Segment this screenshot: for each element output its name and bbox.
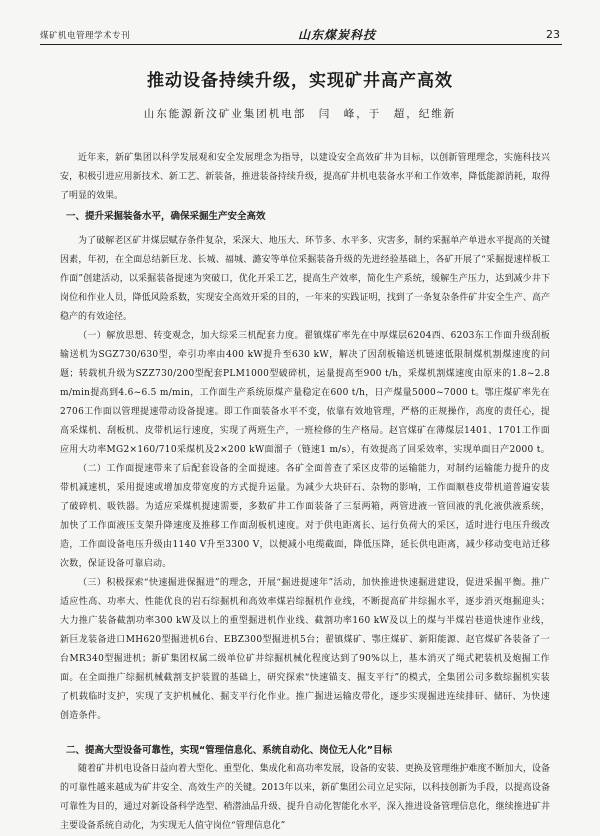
paragraph: 为了破解老区矿井煤层赋存条件复杂，采深大、地压大、环节多、水平多、灾害多，制约采掘单产单进水平提高的关键因素，年初，在全面总结新巨龙、长城、福城、潞安等单位采掘装备升级的先进经验基础上，各矿开展了“采掘提速样板工作面”创建活动，以采掘装备提速为突破口，优化开采工艺，提高生产效率，简化生产系统，缓解生产压力，达到减少井下岗位和作业人员，降低风险系数，实现安全高效开采的目的，一年来的实践证明，找到了一条复杂条件矿井安全生产、高产稳产的有效途径。 xyxy=(60,236,550,322)
paragraph: （三）积极探索“快速掘进保掘进”的理念，开展“掘进提速年”活动，加快推进快速掘进建设，促进采掘平衡。推广适应性高、功率大、性能优良的岩石综掘机和高效率煤岩综掘机作业线，不断提高矿井综掘水平，逐步消灭炮掘迎头；大力推广装备截割功率300 kW及以上的重型掘进机作业线、截割功率160 kW及以上的煤与半煤岩巷道快速作业线，新巨龙装备进口MH620型掘进机6台、EBZ300型掘进机5台；翟镇煤矿、鄂庄煤矿、新阳能源、赵官煤矿各装备了一台MR340型掘进机；新矿集团权属二级单位矿井综掘机械化程度达到了90%以上，基本消灭了绳式耙装机及炮掘工作面。在全面推广综掘机械截割支护装置的基础上，研究探索“快速锚支、掘支平行”的模式，全集团公司多数综掘机实装了机载临时支护，实现了支护机械化、掘支平行化作业。推广掘进运输皮带化，逐步实现掘进连续排矸、储矸、为快速创造条件。 xyxy=(60,578,550,721)
abstract xyxy=(60,149,550,206)
section-heading-1: 一、提升采掘装备水平，确保采掘生产安全高效 xyxy=(66,211,266,222)
abstract-paragraph: 近年来，新矿集团以科学发展观和安全发展理念为指导，以建设安全高效矿井为目标，以创新管理理念，实施科技兴安，积极引进应用新技术、新工艺、新装备，推进装备持续升级，提高矿井机电装备水平和工作效率，降低能源消耗，取得了明显的效果。 xyxy=(60,153,550,201)
journal-name: 煤矿机电管理学术专刊 xyxy=(40,31,131,41)
journal-brand-logo: 山东煤炭科技 xyxy=(298,28,377,42)
author-line: 山东能源新汶矿业集团机电部 闫 峰，于 超，纪维新 xyxy=(143,108,457,120)
paragraph: （一）解放思想、转变观念，加大综采三机配套力度。翟镇煤矿率先在中厚煤层6204西、6203东工作面升级刮板输送机为SGZ730/630型，牵引功率由400 kW提升至630 kW，解决了因刮板输送机链速低限制煤机割煤速度的问题；转载机升级为SZZ730/200型配套PLM1000型破碎机，运量提高至900 t/h，采煤机割煤速度由原来的1.8~2.8 m/min提高到4.6~6.5 m/min，工作面生产系统原煤产量稳定在600 t/h，日产煤量5000~7000 t。鄂庄煤矿率先在2706工作面以管理提速带动设备提速。即工作面装备水平不变，依靠有效地管理，严格的正规操作，高度的责任心，提高采煤机、刮板机、皮带机运行速度，实现了两班生产，一班检修的生产格局。赵官煤矿在薄煤层1401、1701工作面应用大功率MG2×160/710采煤机及2×200 kW面溜子（链速1 m/s），有效提高了回采效率，实现单面日产2000 t。 xyxy=(60,331,550,455)
paragraph: 随着矿井机电设备日益向着大型化、重型化、集成化和高功率发展，设备的安装、更换及管理维护难度不断加大，设备的可靠性越来越成为矿井安全、高效生产的关键。2013年以来，新矿集团公司立足实际，以科技创新为手段，以提高设备可靠性为目的，通过对新设备科学选型、稍潜油品升级、提升自动化智能化水平，深入推进设备管理信息化，继续推进矿井主要设备系统自动化，为实现无人值守岗位“管理信息化” xyxy=(60,764,550,831)
section-1-body xyxy=(60,232,550,726)
article-title: 推动设备持续升级，实现矿井高产高效 xyxy=(147,71,453,91)
page-number: 23 xyxy=(546,28,560,41)
running-header xyxy=(40,24,562,45)
paragraph: （二）工作面提速带来了后配套设备的全面提速。各矿全面普查了采区皮带的运输能力，对制约运输能力提升的皮带机减速机，采用提速或增加皮带宽度的方式提升运量。为减少大块矸石、杂物的影响，工作面顺巷皮带机道普遍安装了破碎机、吸铁器。为适应采煤机提速需要，多数矿井工作面装备了三泵两箱，两管进液一管回液的乳化液供液系统，加快了工作面液压支架升降速度及推移工作面刮板机速度。对于供电距离长、运行负荷大的采区，适时进行电压升级改造，工作面设备电压升级由1140 V升至3300 V，以便减小电缆截面，降低压降，延长供电距离，减少移动变电站迁移次数，保证设备可靠启动。 xyxy=(60,464,550,569)
section-2-body xyxy=(60,760,550,836)
section-heading-2: 二、提高大型设备可靠性，实现“管理信息化、系统自动化、岗位无人化”目标 xyxy=(66,745,392,756)
